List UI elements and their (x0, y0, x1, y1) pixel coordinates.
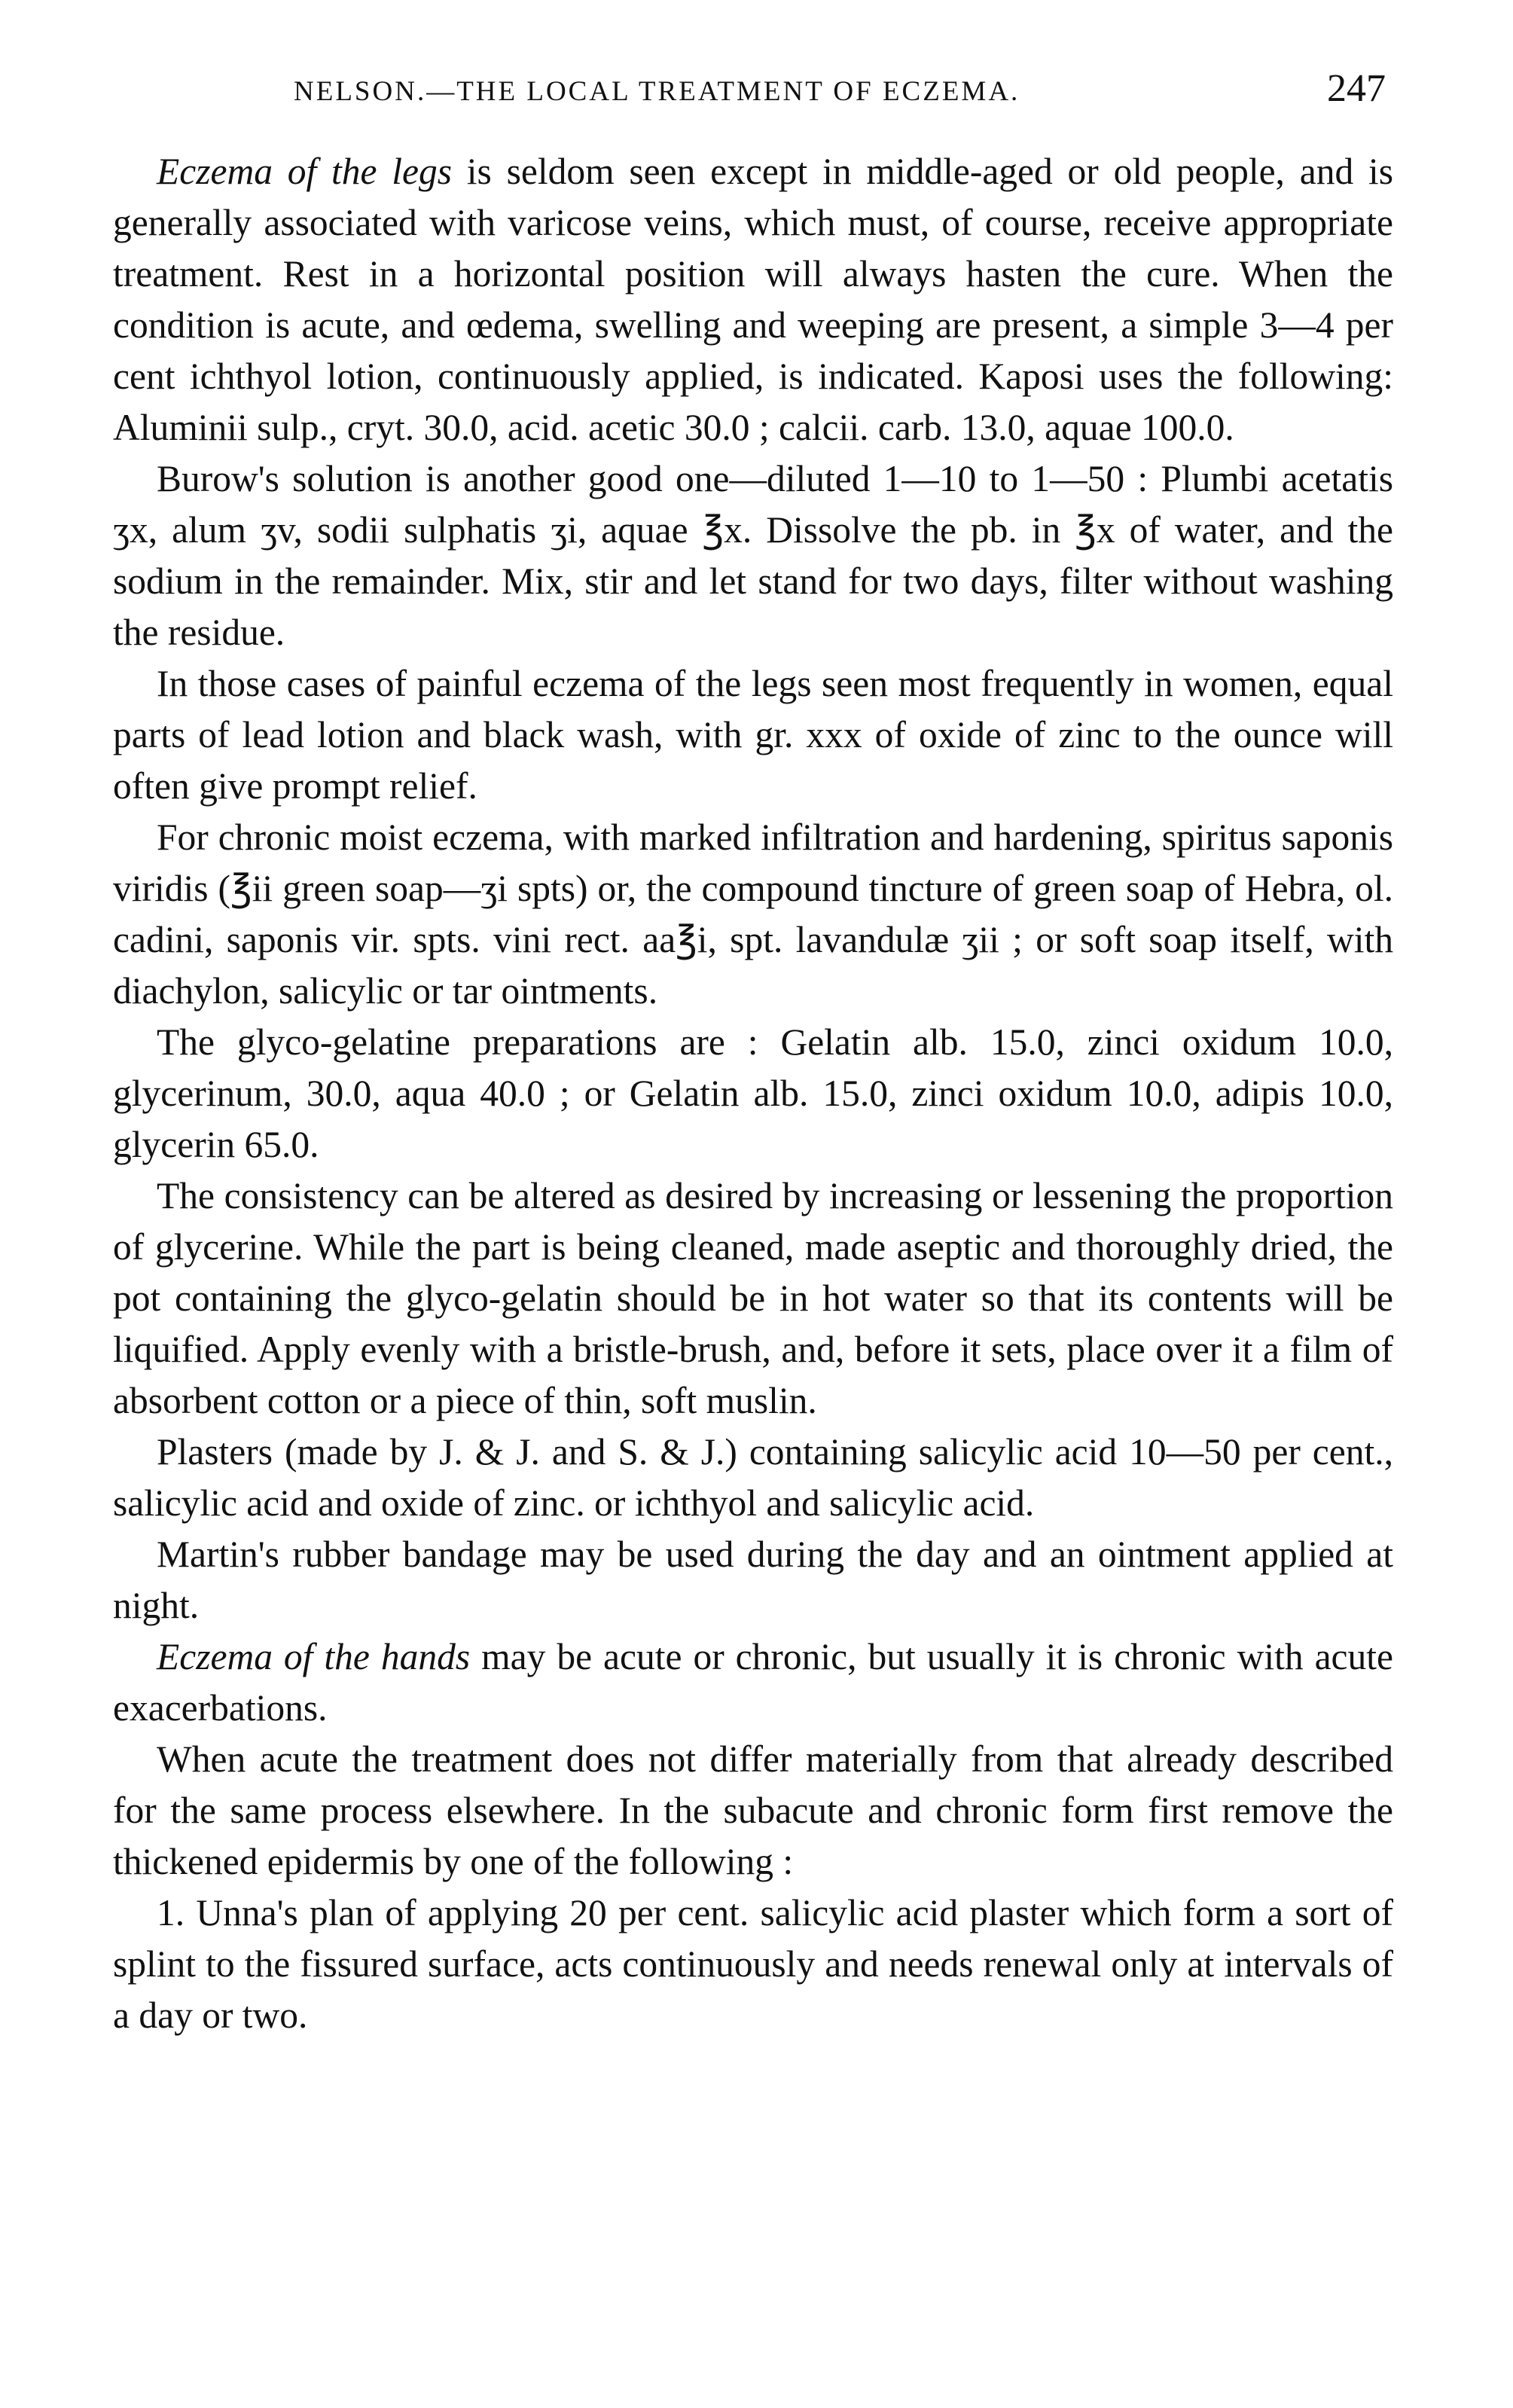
section-lead-eczema-legs: Eczema of the legs (157, 151, 453, 192)
paragraph-text: Plasters (made by J. & J. and S. & J.) containing salicylic acid 10—50 per cent., salicylic acid and oxide of zinc. or ichthyol and salicylic acid. (113, 1431, 1393, 1524)
paragraph-text: may be acute or chronic, but usually it is chronic with acute exacerbations. (113, 1636, 1393, 1729)
paragraph-text: Burow's solution is another good one—diluted 1—10 to 1—50 : Plumbi acetatis ʒx, alum ʒv, sodii sulphatis ʒi, aquae ℥x. Dissolve the pb. in ℥x of water, and the sodium in the remainder. Mix, stir and let stand for two days, filter without washing the residue. (113, 458, 1393, 653)
paragraph-text: The consistency can be altered as desired by increasing or lessening the proportion of glycerine. While the part is being cleaned, made aseptic and thoroughly dried, the pot containing the glyco-gelatin should be in hot water so that its contents will be liquified. Apply evenly with a bristle-brush, and, before it sets, place over it a film of absorbent cotton or a piece of thin, soft muslin. (113, 1175, 1393, 1421)
page-number: 247 (1327, 67, 1386, 110)
paragraph-plasters (113, 1427, 1393, 1529)
paragraph-consistency (113, 1170, 1393, 1427)
paragraph-text: 1. Unna's plan of applying 20 per cent. salicylic acid plaster which form a sort of splint to the fissured surface, acts continuously and needs renewal only at intervals of a day or two. (113, 1892, 1393, 2036)
paragraph-text: The glyco-gelatine preparations are : Gelatin alb. 15.0, zinci oxidum 10.0, glycerinum, 30.0, aqua 40.0 ; or Gelatin alb. 15.0, zinci oxidum 10.0, adipis 10.0, glycerin 65.0. (113, 1021, 1393, 1165)
paragraph-eczema-hands (113, 1631, 1393, 1734)
running-title: NELSON.—THE LOCAL TREATMENT OF ECZEMA. (294, 76, 1020, 107)
paragraph-burows-solution (113, 453, 1393, 658)
paragraph-text: In those cases of painful eczema of the legs seen most frequently in women, equal parts of lead lotion and black wash, with gr. xxx of oxide of zinc to the ounce will often give prompt relief. (113, 663, 1393, 807)
paragraph-text: When acute the treatment does not differ materially from that already described for the same process elsewhere. In the subacute and chronic form first remove the thickened epidermis by one of the following : (113, 1738, 1393, 1882)
paragraph-eczema-legs (113, 146, 1393, 453)
paragraph-acute-treatment (113, 1734, 1393, 1888)
paragraph-text: Martin's rubber bandage may be used during the day and an ointment applied at night. (113, 1534, 1393, 1626)
paragraph-text: For chronic moist eczema, with marked infiltration and hardening, spiritus saponis viridis (℥ii green soap—ʒi spts) or, the compound tincture of green soap of Hebra, ol. cadini, saponis vir. spts. vini rect. aa℥i, spt. lavandulæ ʒii ; or soft soap itself, with diachylon, salicylic or tar ointments. (113, 816, 1393, 1012)
paragraph-chronic-moist (113, 812, 1393, 1017)
list-item-unna-plan (113, 1888, 1393, 2041)
section-lead-eczema-hands: Eczema of the hands (157, 1636, 471, 1677)
paragraph-glyco-gelatine (113, 1017, 1393, 1170)
paragraph-rubber-bandage (113, 1529, 1393, 1631)
running-header (113, 66, 1393, 127)
document-page (113, 66, 1393, 2041)
paragraph-text: is seldom seen except in middle-aged or old people, and is generally associated with varicose veins, which must, of course, receive appropriate treatment. Rest in a horizontal position will always hasten the cure. When the condition is acute, and œdema, swelling and weeping are present, a simple 3—4 per cent ichthyol lotion, continuously applied, is indicated. Kaposi uses the following: Aluminii sulp., cryt. 30.0, acid. acetic 30.0 ; calcii. carb. 13.0, aquae 100.0. (113, 151, 1393, 448)
paragraph-painful-eczema (113, 658, 1393, 812)
